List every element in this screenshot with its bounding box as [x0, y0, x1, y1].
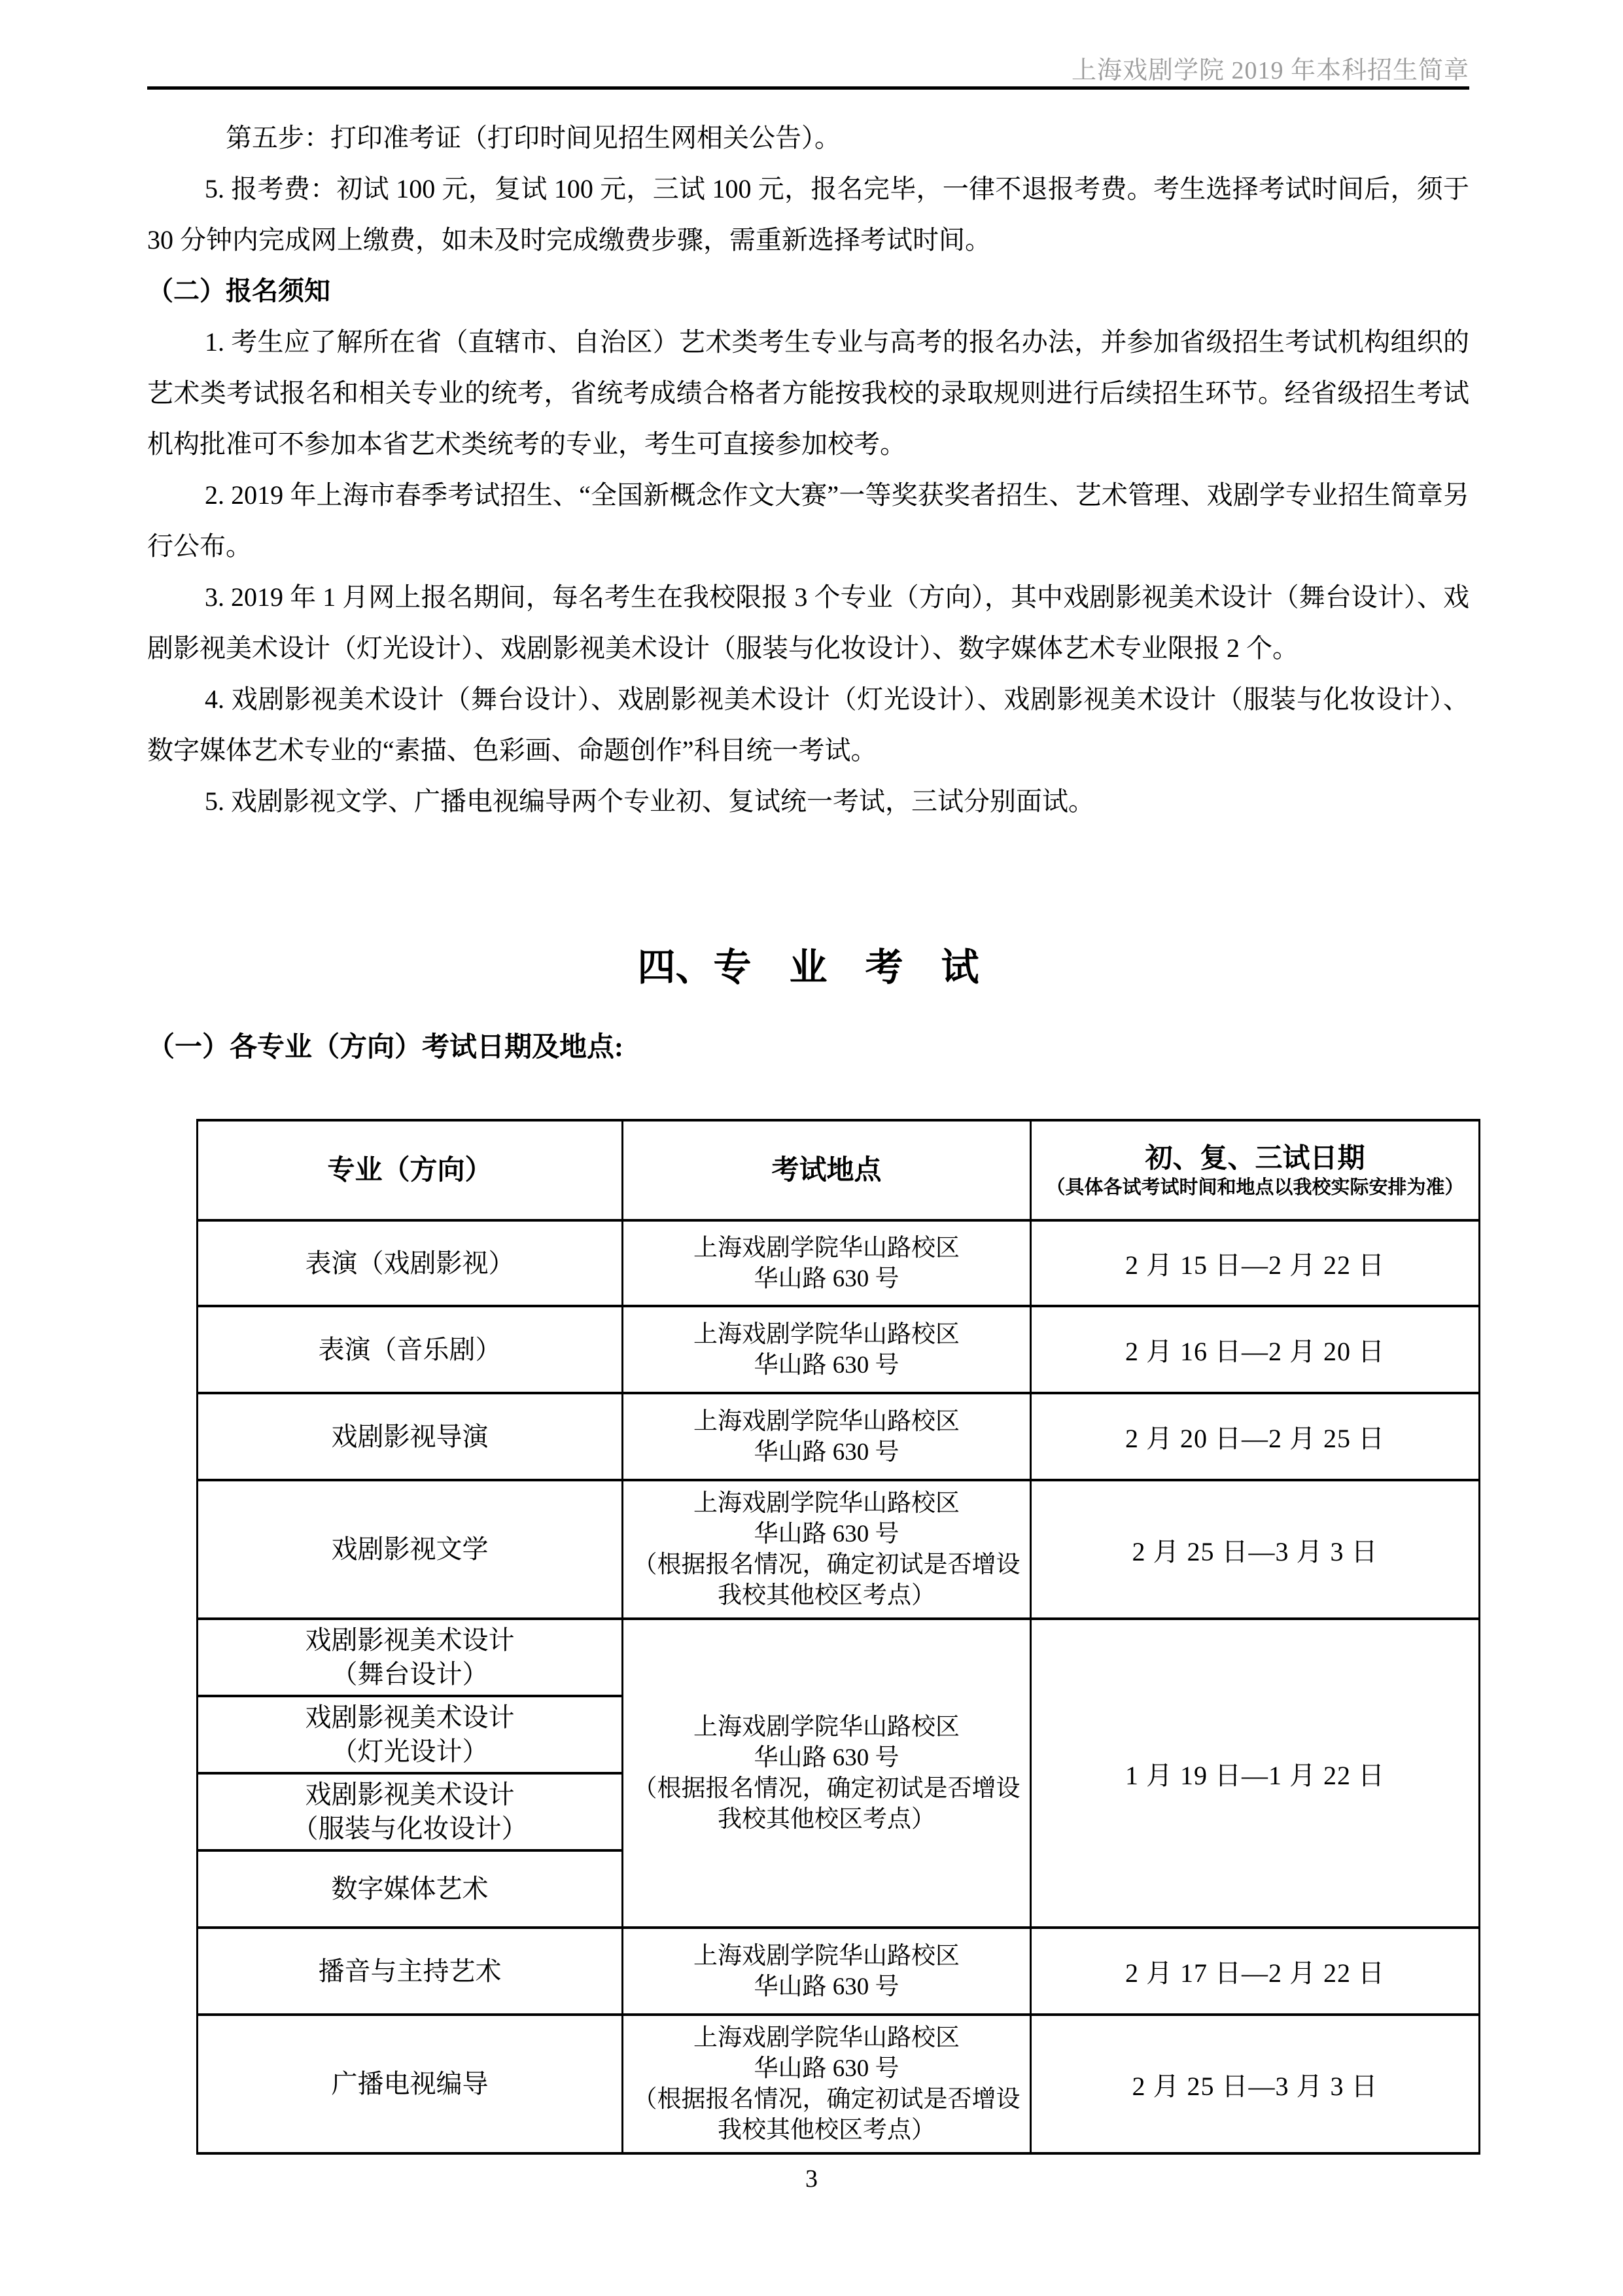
- header-dates-label: 初、复、三试日期: [1145, 1143, 1365, 1174]
- body-text: [147, 113, 1469, 827]
- notice-heading: （二）报名须知: [147, 276, 330, 306]
- major-line: 戏剧影视美术设计: [305, 1703, 515, 1732]
- location-line: 上海戏剧学院华山路校区: [693, 1490, 960, 1517]
- location-cell-merged: [623, 1619, 1031, 1928]
- major-line: （舞台设计）: [331, 1659, 489, 1689]
- location-line: （根据报名情况，确定初试是否增设: [633, 1551, 1021, 1578]
- table-row: [198, 1480, 1480, 1619]
- major-cell: [198, 1619, 623, 1696]
- major-line: 数字媒体艺术: [331, 1874, 489, 1903]
- location-line: 华山路 630 号: [754, 1351, 899, 1379]
- location-line: 上海戏剧学院华山路校区: [693, 1234, 960, 1262]
- page-number: 3: [805, 2165, 818, 2193]
- notice-item-5: 5. 戏剧影视文学、广播电视编导两个专业初、复试统一考试，三试分别面试。: [205, 786, 1094, 816]
- date-cell: 2 月 16 日—2 月 20 日: [1031, 1306, 1480, 1393]
- location-cell: [623, 1220, 1031, 1306]
- table-row: [198, 1619, 1480, 1696]
- notice-item-2: 2. 2019 年上海市春季考试招生、“全国新概念作文大赛”一等奖获奖者招生、艺术管理、戏剧学专业招生简章另行公布。: [147, 480, 1469, 561]
- location-line: 上海戏剧学院华山路校区: [693, 2024, 960, 2051]
- exam-schedule-table: [196, 1119, 1480, 2155]
- subsection-title: （一）各专业（方向）考试日期及地点:: [147, 1033, 623, 1063]
- location-cell: [623, 2015, 1031, 2153]
- table-row: [198, 1220, 1480, 1306]
- location-line: 华山路 630 号: [754, 1744, 899, 1771]
- header-dates-note: （具体各试考试时间和地点以我校实际安排为准）: [1046, 1176, 1464, 1198]
- location-line: 上海戏剧学院华山路校区: [693, 1407, 960, 1435]
- location-line: （根据报名情况，确定初试是否增设: [633, 1775, 1021, 1802]
- major-cell: [198, 1773, 623, 1850]
- date-cell: 2 月 20 日—2 月 25 日: [1031, 1393, 1480, 1480]
- notice-item-1: 1. 考生应了解所在省（直辖市、自治区）艺术类考生专业与高考的报名办法，并参加省级招生考试机构组织的艺术类考试报名和相关专业的统考，省统考成绩合格者方能按我校的录取规则进行后续招生环节。经省级招生考试机构批准可不参加本省艺术类统考的专业，考生可直接参加校考。: [147, 327, 1469, 459]
- header-cell-major: [198, 1120, 623, 1220]
- major-cell: 戏剧影视导演: [198, 1393, 623, 1480]
- date-cell: 2 月 15 日—2 月 22 日: [1031, 1220, 1480, 1306]
- section-title: 四、专 业 考 试: [637, 946, 979, 989]
- fee-paragraph: 5. 报考费：初试 100 元，复试 100 元，三试 100 元，报名完毕，一律不退报考费。考生选择考试时间后，须于 30 分钟内完成网上缴费，如未及时完成缴费步骤，需重新选择考试时间。: [147, 174, 1469, 255]
- major-line: （灯光设计）: [331, 1737, 489, 1766]
- date-cell-merged: 1 月 19 日—1 月 22 日: [1031, 1619, 1480, 1928]
- table-header-row: [198, 1120, 1480, 1220]
- header-cell-location: [623, 1120, 1031, 1220]
- table-row: [198, 1928, 1480, 2015]
- major-cell: 表演（戏剧影视）: [198, 1220, 623, 1306]
- location-line: 华山路 630 号: [754, 2055, 899, 2082]
- major-line: （服装与化妆设计）: [292, 1814, 528, 1843]
- step-paragraph: 第五步：打印准考证（打印时间见招生网相关公告）。: [226, 123, 841, 152]
- location-line: （根据报名情况，确定初试是否增设: [633, 2086, 1021, 2113]
- table-row: [198, 1306, 1480, 1393]
- running-head: 上海戏剧学院 2019 年本科招生简章: [1071, 57, 1469, 84]
- header-rule: [147, 86, 1469, 90]
- major-cell: 表演（音乐剧）: [198, 1306, 623, 1393]
- header-cell-dates: [1031, 1120, 1480, 1220]
- notice-item-3: 3. 2019 年 1 月网上报名期间，每名考生在我校限报 3 个专业（方向），其中戏剧影视美术设计（舞台设计）、戏剧影视美术设计（灯光设计）、戏剧影视美术设计（服装与化妆设计）、数字媒体艺术专业限报 2 个。: [147, 582, 1469, 663]
- date-cell: 2 月 25 日—3 月 3 日: [1031, 2015, 1480, 2153]
- table-row: [198, 2015, 1480, 2153]
- location-line: 华山路 630 号: [754, 1265, 899, 1292]
- major-line: 戏剧影视美术设计: [305, 1625, 515, 1655]
- major-cell: 播音与主持艺术: [198, 1928, 623, 2015]
- location-cell: [623, 1393, 1031, 1480]
- location-line: 华山路 630 号: [754, 1438, 899, 1466]
- date-cell: 2 月 25 日—3 月 3 日: [1031, 1480, 1480, 1619]
- notice-item-4: 4. 戏剧影视美术设计（舞台设计）、戏剧影视美术设计（灯光设计）、戏剧影视美术设计（服装与化妆设计）、数字媒体艺术专业的“素描、色彩画、命题创作”科目统一考试。: [147, 684, 1469, 765]
- major-cell: 戏剧影视文学: [198, 1480, 623, 1619]
- major-line: 戏剧影视美术设计: [305, 1780, 515, 1809]
- major-cell: 广播电视编导: [198, 2015, 623, 2153]
- location-line: 上海戏剧学院华山路校区: [693, 1942, 960, 1969]
- table-row: [198, 1393, 1480, 1480]
- location-line: 我校其他校区考点）: [718, 1582, 935, 1609]
- location-line: 我校其他校区考点）: [718, 2117, 935, 2144]
- location-cell: [623, 1480, 1031, 1619]
- location-line: 华山路 630 号: [754, 1521, 899, 1547]
- header-major-label: 专业（方向）: [327, 1155, 493, 1186]
- location-cell: [623, 1928, 1031, 2015]
- header-location-label: 考试地点: [771, 1155, 882, 1186]
- location-line: 华山路 630 号: [754, 1973, 899, 2000]
- location-line: 上海戏剧学院华山路校区: [693, 1320, 960, 1348]
- location-line: 我校其他校区考点）: [718, 1806, 935, 1833]
- major-cell: [198, 1850, 623, 1928]
- location-line: 上海戏剧学院华山路校区: [693, 1714, 960, 1740]
- location-cell: [623, 1306, 1031, 1393]
- major-cell: [198, 1696, 623, 1773]
- date-cell: 2 月 17 日—2 月 22 日: [1031, 1928, 1480, 2015]
